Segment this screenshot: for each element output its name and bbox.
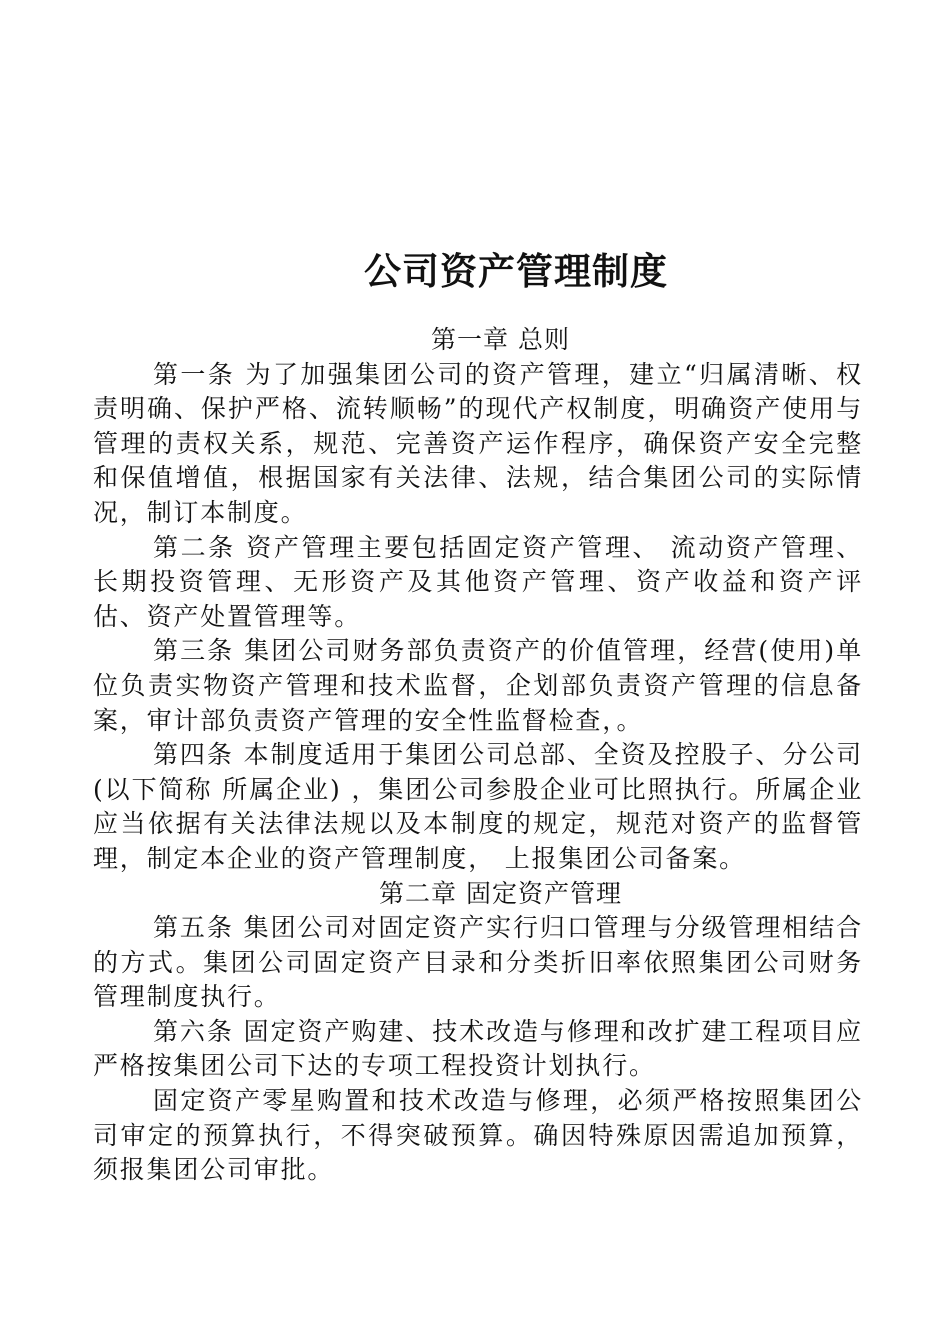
article-paragraph: 固定资产零星购置和技术改造与修理，必须严格按照集团公司审定的预算执行，不得突破预算。确因特殊原因需追加预算，须报集团公司审批。 xyxy=(93,1086,863,1185)
document-body xyxy=(93,323,863,1188)
article-paragraph: 第五条 集团公司对固定资产实行归口管理与分级管理相结合的方式。集团公司固定资产目录和分类折旧率依照集团公司财务管理制度执行。 xyxy=(93,913,863,1012)
chapter-heading: 第一章 总则 xyxy=(431,325,570,354)
article-paragraph: 第三条 集团公司财务部负责资产的价值管理，经营(使用)单位负责实物资产管理和技术监督，企划部负责资产管理的信息备案，审计部负责资产管理的安全性监督检查，。 xyxy=(93,636,863,735)
article-paragraph: 第一条 为了加强集团公司的资产管理，建立“归属清晰、权责明确、保护严格、流转顺畅”的现代产权制度，明确资产使用与管理的责权关系，规范、完善资产运作程序，确保资产安全完整和保值增值，根据国家有关法律、法规，结合集团公司的实际情况，制订本制度。 xyxy=(93,359,863,527)
document-title: 公司资产管理制度 xyxy=(364,250,668,293)
article-paragraph: 第二条 资产管理主要包括固定资产管理、 流动资产管理、长期投资管理、无形资产及其他资产管理、资产收益和资产评估、资产处置管理等。 xyxy=(93,532,863,631)
article-paragraph: 第六条 固定资产购建、技术改造与修理和改扩建工程项目应严格按集团公司下达的专项工程投资计划执行。 xyxy=(93,1016,863,1081)
chapter-heading: 第二章 固定资产管理 xyxy=(379,878,622,908)
article-paragraph: 第四条 本制度适用于集团公司总部、全资及控股子、分公司(以下简称 所属企业) ，集团公司参股企业可比照执行。所属企业应当依据有关法律法规以及本制度的规定，规范对资产的监督管理，制定本企业的资产管理制度， 上报集团公司备案。 xyxy=(93,740,863,873)
